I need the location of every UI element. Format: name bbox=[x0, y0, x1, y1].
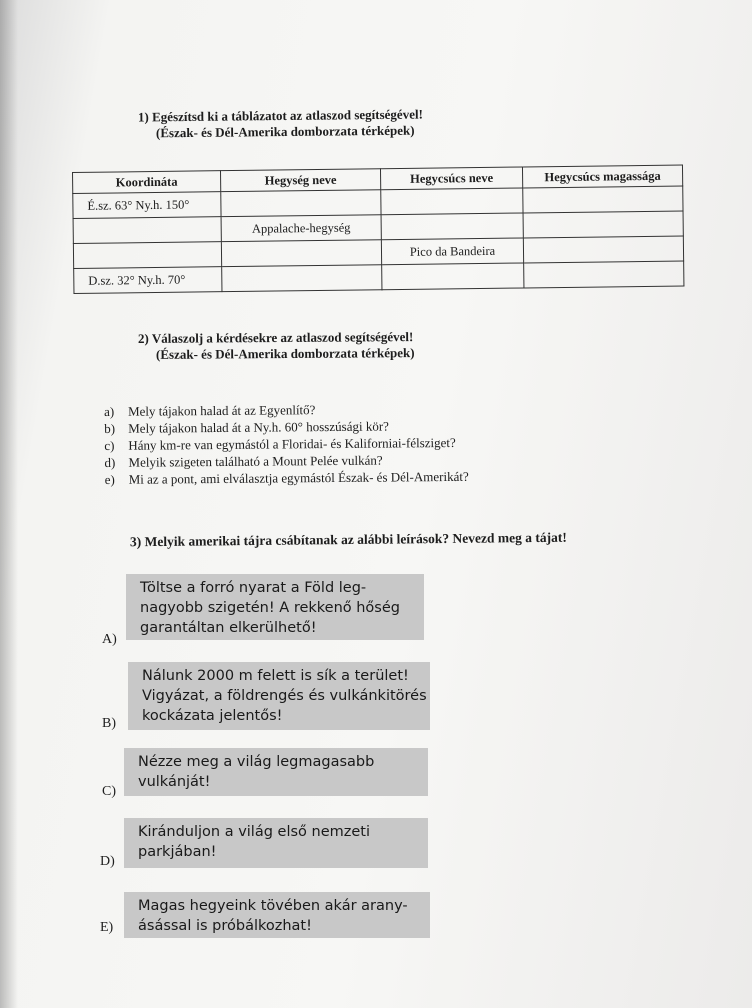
description-line: ásással is próbálkozhat! bbox=[138, 918, 312, 934]
question-text: Hány km-re van egymástól a Floridai- és Kaliforniai-félsziget? bbox=[128, 434, 456, 453]
section2-subtitle: (Észak- és Dél-Amerika domborzata térképek) bbox=[155, 345, 415, 362]
page-edge-shadow bbox=[0, 0, 18, 1008]
table-cell: Appalache-hegység bbox=[221, 215, 381, 242]
question-text: Melyik szigeten található a Mount Pelée vulkán? bbox=[128, 452, 383, 470]
question-letter: d) bbox=[104, 454, 116, 470]
table-cell bbox=[382, 263, 524, 290]
table-cell: Pico da Bandeira bbox=[381, 238, 523, 265]
table-cell bbox=[73, 217, 221, 244]
description-line: garantáltan elkerülhető! bbox=[140, 620, 317, 636]
description-line: kockázata jelentős! bbox=[142, 708, 283, 724]
table-cell bbox=[523, 236, 683, 263]
description-line: Vigyázat, a földrengés és vulkánkitörés bbox=[142, 688, 427, 704]
description-line: nagyobb szigetén! A rekkenő hőség bbox=[140, 600, 400, 616]
description-line: parkjában! bbox=[138, 844, 217, 860]
item-letter: A) bbox=[102, 632, 117, 647]
table-cell: D.sz. 32° Ny.h. 70° bbox=[74, 267, 222, 294]
table-cell bbox=[73, 242, 221, 269]
table-cell bbox=[381, 188, 523, 215]
table-cell bbox=[222, 265, 382, 292]
description-box bbox=[124, 818, 428, 868]
section2-title: 2) Válaszolj a kérdésekre az atlaszod segítségével! bbox=[137, 329, 414, 346]
table-cell bbox=[381, 213, 523, 240]
section3-title: 3) Melyik amerikai tájra csábítanak az alábbi leírások? Nevezd meg a tájat! bbox=[129, 529, 567, 550]
description-box bbox=[126, 574, 424, 640]
description-box bbox=[124, 748, 428, 796]
item-letter: C) bbox=[102, 784, 116, 799]
table-cell bbox=[221, 190, 381, 217]
table-cell bbox=[524, 261, 684, 288]
item-letter: E) bbox=[100, 920, 114, 935]
question-letter: e) bbox=[104, 471, 115, 487]
question-text: Mi az a pont, ami elválasztja egymástól Észak- és Dél-Amerikát? bbox=[128, 468, 469, 487]
question-text: Mely tájakon halad át az Egyenlítő? bbox=[127, 402, 316, 419]
description-line: Töltse a forró nyarat a Föld leg- bbox=[140, 580, 367, 596]
description-line: Nálunk 2000 m felett is sík a terület! bbox=[142, 668, 409, 684]
question-text: Mely tájakon halad át a Ny.h. 60° hosszúsági kör? bbox=[128, 418, 389, 436]
question-letter: c) bbox=[104, 437, 115, 453]
question-letter: a) bbox=[104, 403, 115, 419]
description-line: Kiránduljon a világ első nemzeti bbox=[138, 824, 370, 840]
description-line: Magas hegyeink tövében akár arany- bbox=[138, 898, 408, 914]
description-box bbox=[128, 662, 430, 730]
question-list bbox=[104, 401, 469, 489]
question-item bbox=[105, 469, 469, 489]
description-line: vulkánját! bbox=[138, 774, 211, 790]
header-peak-height: Hegycsúcs magassága bbox=[522, 165, 682, 188]
header-peak-name: Hegycsúcs neve bbox=[380, 167, 522, 190]
item-letter: D) bbox=[100, 854, 115, 869]
description-line: Nézze meg a világ legmagasabb bbox=[138, 754, 375, 770]
section1-subtitle: (Észak- és Dél-Amerika domborzata térképek) bbox=[155, 122, 415, 141]
section1-title: 1) Egészítsd ki a táblázatot az atlaszod segítségével! bbox=[137, 106, 423, 125]
coordinates-table bbox=[72, 165, 684, 294]
header-coordinate: Koordináta bbox=[73, 171, 221, 194]
table-cell: É.sz. 63° Ny.h. 150° bbox=[73, 192, 221, 219]
description-box bbox=[124, 892, 430, 938]
table-cell bbox=[523, 186, 683, 213]
table-cell bbox=[221, 240, 381, 267]
table-cell bbox=[523, 211, 683, 238]
question-letter: b) bbox=[104, 420, 116, 436]
item-letter: B) bbox=[102, 716, 116, 731]
header-mountain-name: Hegység neve bbox=[220, 169, 380, 192]
